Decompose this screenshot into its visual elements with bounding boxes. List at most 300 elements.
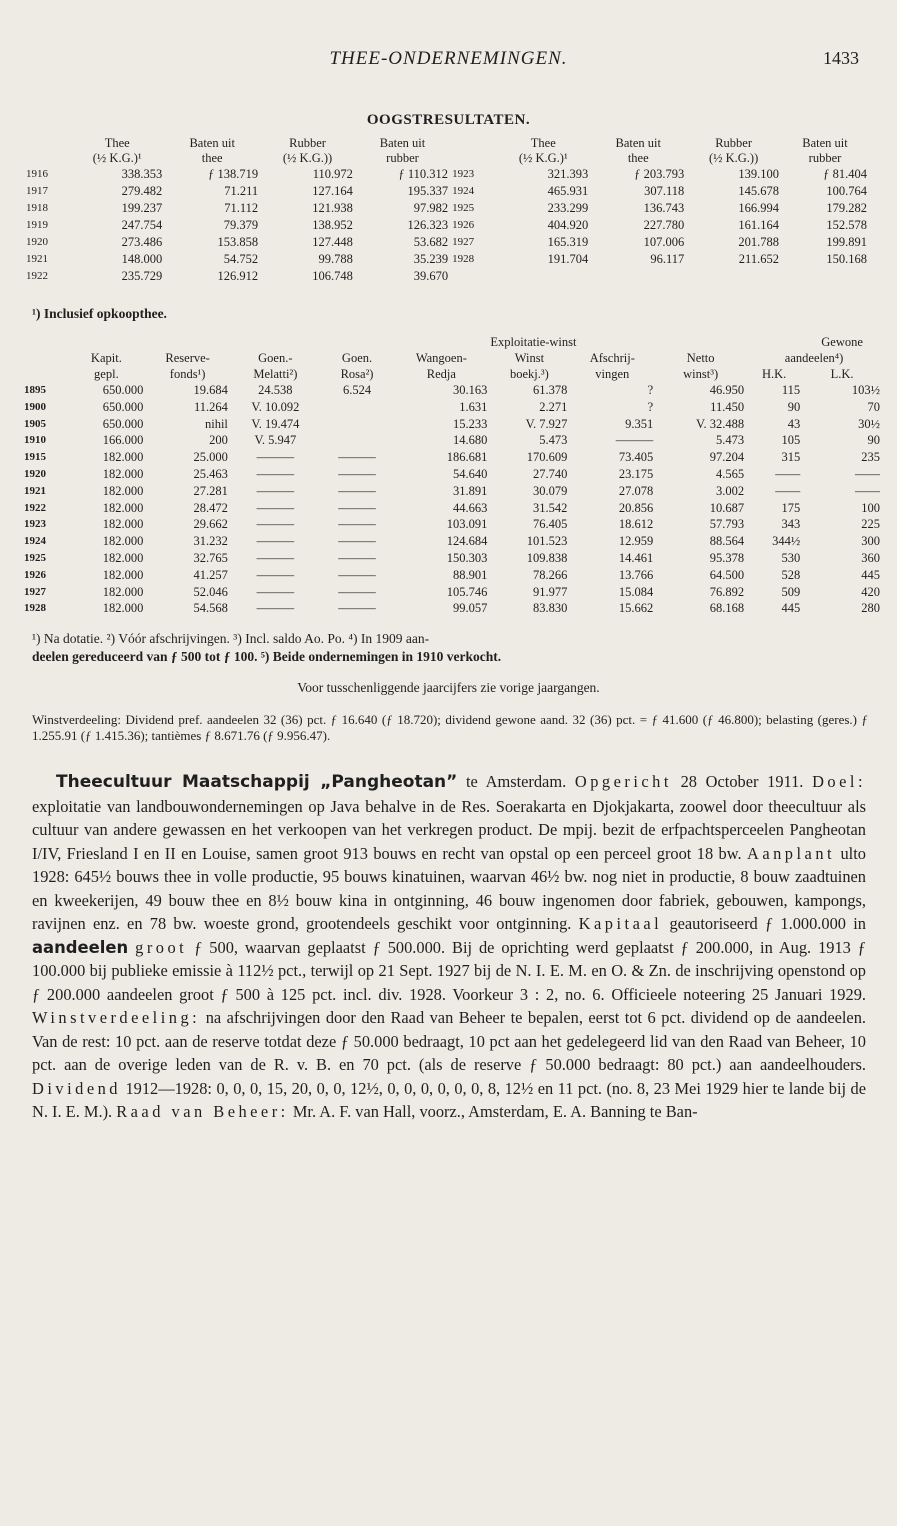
exploitation-cell: 105.746: [446, 584, 488, 599]
harvest-cell: 97.982: [413, 201, 449, 215]
exploitation-header-cell: Kapit.: [90, 351, 122, 365]
exploitation-cell: 1895: [24, 384, 46, 396]
harvest-cell: 1926: [452, 219, 475, 231]
exploitation-cell: 200: [209, 433, 228, 448]
exploitation-cell: 23.175: [618, 466, 654, 481]
exploitation-cell: ———: [256, 517, 295, 532]
exploitation-cell: ———: [256, 584, 295, 599]
harvest-cell: 338.353: [121, 167, 163, 181]
table-row: [22, 516, 882, 533]
exploitation-cell: 61.378: [533, 383, 568, 397]
exploitation-header-cell: boekj.³): [510, 367, 549, 381]
exploitation-cell: ———: [338, 466, 376, 481]
table-row: [24, 183, 869, 200]
harvest-cell: 307.118: [644, 184, 685, 198]
table-row: [22, 533, 882, 550]
harvest-header-cell: (½ K.G.)¹: [518, 151, 568, 165]
exploitation-cell: 10.687: [709, 500, 745, 515]
harvest-header-cell: (½ K.G.)¹: [92, 151, 142, 165]
dividend-label: Dividend: [32, 1078, 122, 1098]
harvest-cell: 127.164: [312, 184, 353, 198]
exploitation-cell: [321, 399, 393, 416]
exploitation-cell: 1905: [24, 417, 46, 430]
harvest-cell: 107.006: [643, 235, 685, 249]
gewone-label: Gewone: [821, 335, 863, 349]
harvest-cell: 150.168: [826, 252, 867, 266]
harvest-cell: 465.931: [547, 184, 589, 198]
exploitation-cell: 27.740: [533, 466, 568, 481]
harvest-cell: 1927: [452, 236, 475, 248]
exploitation-cell: 12.959: [618, 534, 654, 549]
exploitation-cell: 1910: [24, 434, 46, 447]
exploitation-cell: 1927: [24, 585, 46, 598]
exploitation-header-cell: Winst: [514, 351, 545, 365]
winstverdeeling-label: Winstverdeeling:: [32, 1008, 201, 1027]
kapitaal-label: Kapitaal: [578, 914, 663, 933]
exploitation-cell: 18.612: [618, 517, 654, 532]
exploitation-cell: 70: [867, 399, 880, 414]
exploitation-cell: 27.281: [193, 483, 228, 498]
table-row: [24, 251, 869, 268]
exploitation-cell: 68.168: [709, 601, 745, 616]
exploitation-cell: 1925: [24, 551, 46, 564]
exploitation-cell: 445: [781, 601, 801, 616]
exploitation-cell: 54.568: [193, 601, 228, 616]
exploitation-cell: ?: [647, 383, 654, 397]
exploitation-group-header: [22, 334, 882, 350]
harvest-cell: 179.282: [826, 201, 867, 215]
exploitation-cell: 175: [781, 500, 801, 515]
exploitation-cell: 1924: [24, 535, 46, 548]
harvest-cell: [590, 268, 686, 285]
exploitation-cell: 150.303: [446, 550, 488, 565]
exploitation-cell: ———: [338, 450, 376, 465]
exploitation-cell: 101.523: [526, 534, 568, 549]
exploitation-cell: 11.264: [193, 399, 228, 414]
exploitation-cell: 30½: [858, 416, 880, 431]
exploitation-cell: nihil: [204, 416, 228, 431]
exploitation-cell: 650.000: [102, 383, 144, 397]
harvest-cell: 71.211: [224, 184, 259, 198]
exploitation-cell: 41.257: [193, 567, 228, 582]
table-row: [22, 550, 882, 567]
table-row: [24, 166, 869, 183]
exploitation-cell: 43: [787, 416, 801, 431]
exploitation-cell: 46.950: [709, 383, 745, 397]
exploitation-cell: V. 10.092: [251, 399, 300, 414]
exploitation-cell: 2.271: [539, 399, 568, 414]
exploitation-cell: [321, 432, 393, 449]
harvest-cell: 195.337: [407, 184, 449, 198]
exploitation-cell: 19.684: [193, 383, 228, 397]
harvest-cell: 227.780: [643, 218, 685, 232]
exploitation-cell: 28.472: [193, 500, 228, 515]
exploitation-cell: 11.450: [710, 399, 745, 414]
exploitation-cell: 166.000: [102, 433, 144, 448]
exploitation-cell: ———: [338, 601, 376, 616]
exploitation-cell: 95.378: [709, 550, 745, 565]
exploitation-cell: 182.000: [102, 450, 144, 465]
harvest-header-row: [24, 151, 869, 166]
exploitation-cell: 182.000: [102, 550, 144, 565]
exploitation-cell: 5.473: [715, 433, 745, 448]
table-row: [22, 466, 882, 483]
exploitation-header-cell: Reserve-: [165, 351, 210, 365]
exploitation-cell: 30.079: [533, 483, 568, 498]
exploitation-cell: 1921: [24, 484, 46, 497]
harvest-cell: 199.237: [121, 201, 163, 215]
exploitation-cell: 1920: [24, 467, 46, 480]
harvest-header-cell: Baten uit: [379, 136, 426, 150]
harvest-header-cell: (½ K.G.)): [282, 151, 333, 165]
harvest-cell: 126.912: [217, 269, 259, 283]
doel-label: Doel:: [812, 772, 866, 791]
exploitation-cell: 105: [781, 433, 801, 448]
harvest-cell: 1925: [452, 202, 475, 214]
exploitation-header-cell: Goen.: [341, 351, 373, 365]
harvest-cell: 211.652: [738, 252, 779, 266]
harvest-cell: 235.729: [121, 269, 163, 283]
exploitation-cell: 124.684: [446, 534, 488, 549]
exploitation-cell: 182.000: [102, 466, 144, 481]
harvest-cell: 79.379: [223, 218, 259, 232]
exploitation-cell: 20.856: [618, 500, 654, 515]
harvest-cell: 1928: [452, 253, 475, 265]
exploitation-cell: 15.662: [618, 601, 654, 616]
exploitation-cell: ——: [855, 466, 880, 481]
harvest-cell: 191.704: [547, 252, 589, 266]
harvest-cell: 106.748: [312, 269, 353, 283]
harvest-cell: 166.994: [738, 201, 779, 215]
exploitation-cell: 31.542: [533, 500, 568, 515]
exploitation-cell: ?: [647, 399, 654, 414]
exploitation-cell: 29.662: [193, 517, 228, 532]
exploitation-cell: 14.461: [618, 550, 654, 565]
harvest-cell: 153.858: [217, 235, 259, 249]
exploitation-cell: [321, 416, 393, 433]
exploitation-cell: 15.233: [453, 416, 488, 431]
exploitation-header-cell: gepl.: [94, 367, 119, 381]
exploitation-cell: 182.000: [102, 483, 144, 498]
exploitation-cell: 6.524: [342, 383, 372, 397]
harvest-header-cell: rubber: [808, 151, 842, 165]
exploitation-cell: 25.463: [193, 466, 228, 481]
table-row: [22, 600, 882, 617]
exploitation-cell: 88.564: [709, 534, 745, 549]
exploitation-cell: ———: [256, 567, 295, 582]
harvest-cell: 136.743: [643, 201, 685, 215]
table-row: [24, 217, 869, 234]
exploitation-cell: 1900: [24, 400, 46, 413]
exploitation-notes: [32, 630, 868, 666]
table-row: [24, 268, 869, 285]
exploitation-cell: 182.000: [102, 567, 144, 582]
exploitation-cell: 91.977: [533, 584, 568, 599]
harvest-cell: 126.323: [407, 218, 449, 232]
harvest-title: OOGSTRESULTATEN.: [366, 112, 531, 128]
exploitation-header-cell: Redja: [426, 367, 456, 381]
exploitation-cell: ———: [256, 601, 295, 616]
exploitation-cell: 15.084: [618, 584, 654, 599]
harvest-cell: 54.752: [223, 252, 259, 266]
exploitation-cell: ———: [338, 500, 376, 515]
exploitation-cell: 73.405: [618, 450, 654, 465]
exploitation-cell: 44.663: [453, 500, 488, 515]
exploitation-cell: 182.000: [102, 517, 144, 532]
exploitation-header-cell: winst³): [683, 367, 719, 381]
harvest-cell: 127.448: [312, 235, 353, 249]
exploitation-cell: ———: [338, 584, 376, 599]
harvest-header-cell: Rubber: [715, 136, 752, 150]
harvest-cell: [450, 268, 496, 285]
harvest-cell: 99.788: [318, 252, 353, 266]
exploitation-cell: 1923: [24, 518, 46, 531]
exploitation-header-cell: Melatti²): [253, 367, 298, 381]
table-row: [22, 500, 882, 517]
harvest-header-cell: Thee: [104, 136, 130, 150]
notes-line-1: ¹) Na dotatie. ²) Vóór afschrijvingen. ³) Incl. saldo Ao. Po. ⁴) In 1909 aan-: [32, 631, 430, 646]
exploitation-header-cell: L.K.: [830, 367, 854, 381]
harvest-cell: 152.578: [826, 218, 867, 232]
harvest-cell: 96.117: [650, 252, 685, 266]
exploitation-header-cell: aandeelen⁴): [784, 351, 844, 365]
exploitation-cell: 343: [781, 517, 801, 532]
exploitation-cell: 30.163: [453, 383, 488, 397]
exploitation-cell: 182.000: [102, 500, 144, 515]
exploitation-cell: 97.204: [709, 450, 745, 465]
table-row: [22, 584, 882, 601]
exploitation-cell: 1.631: [459, 399, 488, 414]
exploitation-header-cell: Wangoen-: [415, 351, 467, 365]
opgericht-label: Opgericht: [574, 772, 672, 791]
harvest-header-cell: rubber: [386, 151, 419, 165]
exploitation-cell: 115: [781, 383, 801, 397]
harvest-cell: 100.764: [826, 184, 867, 198]
exploitation-cell: 528: [781, 567, 801, 582]
harvest-cell: 1921: [26, 253, 48, 265]
notes-line-3: Voor tusschenliggende jaarcijfers zie vorige jaargangen.: [297, 680, 600, 695]
exploitation-cell: 90: [787, 399, 801, 414]
table-row: [22, 416, 882, 433]
exploitation-cell: 83.830: [533, 601, 568, 616]
exploitation-cell: 88.901: [453, 567, 488, 582]
harvest-header-cell: Thee: [530, 136, 556, 150]
exploitation-cell: ———: [338, 567, 376, 582]
aanplant-label: Aanplant: [747, 843, 836, 863]
article-body: [32, 770, 866, 1124]
table-row: [22, 449, 882, 466]
exploitation-cell: 103.091: [446, 517, 488, 532]
exploitation-cell: 225: [861, 517, 880, 532]
harvest-header-row: [24, 136, 869, 151]
harvest-cell: ƒ 110.312: [398, 167, 449, 181]
table-row: [22, 382, 882, 399]
harvest-cell: 279.482: [121, 184, 163, 198]
table-row: [22, 432, 882, 449]
exploitation-cell: ——: [775, 483, 801, 498]
harvest-header-cell: Baten uit: [615, 136, 661, 150]
harvest-cell: [781, 268, 869, 285]
exploitation-cell: 76.892: [709, 584, 745, 599]
exploitation-header-row-2: [22, 366, 882, 382]
exploitation-cell: 4.565: [715, 466, 745, 481]
harvest-header-cell: (½ K.G.)): [708, 151, 759, 165]
exploitation-cell: 530: [781, 550, 801, 565]
harvest-header-cell: Rubber: [289, 136, 326, 150]
harvest-cell: 53.682: [413, 235, 449, 249]
harvest-cell: 1922: [26, 270, 48, 282]
harvest-header-cell: Baten uit: [189, 136, 235, 150]
exploitation-header-cell: Afschrij-: [589, 351, 635, 365]
exploitation-cell: 54.640: [453, 466, 488, 481]
exploitation-cell: 1926: [24, 568, 46, 581]
exploitation-cell: ———: [256, 466, 295, 481]
exploitation-cell: 420: [861, 584, 880, 599]
table-row: [24, 200, 869, 217]
exploitation-cell: 24.538: [258, 383, 293, 397]
exploitation-table: [22, 334, 882, 617]
exploitation-cell: 32.765: [193, 550, 228, 565]
harvest-cell: 39.670: [413, 269, 449, 283]
harvest-cell: 71.112: [224, 201, 259, 215]
exploitation-cell: 52.046: [193, 584, 228, 599]
harvest-cell: 201.788: [738, 235, 779, 249]
exploitation-cell: 1922: [24, 501, 46, 514]
exploitation-cell: 31.232: [193, 534, 228, 549]
harvest-footnote: ¹) Inclusief opkoopthee.: [32, 306, 167, 321]
table-row: [22, 399, 882, 416]
harvest-cell: [686, 268, 781, 285]
harvest-cell: 1918: [26, 202, 48, 214]
exploitation-cell: 109.838: [526, 550, 568, 565]
exploitation-cell: 360: [861, 550, 880, 565]
harvest-cell: 161.164: [738, 218, 779, 232]
exploitation-cell: 103½: [851, 383, 880, 397]
exploitation-cell: V. 32.488: [696, 416, 745, 431]
exploitation-cell: 509: [781, 584, 801, 599]
exploitation-cell: 9.351: [625, 416, 654, 431]
exploitation-cell: V. 5.947: [254, 433, 297, 448]
harvest-cell: 404.920: [547, 218, 589, 232]
exploitation-cell: ———: [256, 483, 295, 498]
harvest-cell: 138.952: [312, 218, 353, 232]
exploitation-cell: 76.405: [533, 517, 568, 532]
harvest-cell: 145.678: [738, 184, 779, 198]
article-paragraph: Theecultuur Maatschappij „Pangheotan” te Amsterdam. Opgericht 28 October 1911. Doel: exploitatie van landbouwondernemingen op Java behalve in de Res. Soerakarta en Djokjakarta, zoowel door theecultuur als cultuur van andere gewassen en het verkoopen van het verkregen product. De mpij. bezit de erfpachtsperceelen Pangheotan I/IV, Friesland I en II en Louise, samen groot 913 bouws en recht van opstal op een perceel groot 18 bw. Aanplant ulto 1928: 645½ bouws thee in volle productie, 95 bouws kinatuinen, waarvan 46½ bw. nog niet in productie, 8 bouw zaadtuinen en kweekerijen, 49 bouw thee en 8½ bouw kina in ontginning, 46 bouw ingenomen door fabriek, gebouwen, kampongs, ravijnen enz. en 78 bw. woeste grond, grootendeels geschikt voor ontginning. Kapitaal geautoriseerd ƒ 1.000.000 in aandeelen groot ƒ 500, waarvan geplaatst ƒ 500.000. Bij de oprichting werd geplaatst ƒ 200.000, in Aug. 1913 ƒ 100.000 bij publieke emissie à 112½ pct., terwijl op 21 Sept. 1927 bij de N. I. E. M. en O. & Zn. de inschrijving openstond op ƒ 200.000 aandeelen groot ƒ 500 à 125 pct. incl. div. 1928. Voorkeur 3 : 2, no. 6. Officieele noteering 25 Januari 1929. Winstverdeeling: na afschrijvingen door den Raad van Beheer te bepalen, eerst tot 6 pct. dividend op de aandeelen. Van de rest: 10 pct. aan de reserve totdat deze ƒ 50.000 bedraagt, 10 pct aan het gedelegeerd lid van den Raad van Beheer, 10 pct. aan de overige leden van de R. v. B. en 70 pct. (als de reserve ƒ 50.000 bedraagt: 80 pct.) aan aandeelhouders. Dividend 1912—1928: 0, 0, 0, 15, 20, 0, 0, 12½, 0, 0, 0, 0, 0, 0, 8, 12½ en 11 pct. (no. 8, 23 Mei 1929 hier te lande bij de N. I. E. M.). Raad van Beheer: Mr. A. F. van Hall, voorz., Amsterdam, E. A. Banning te Ban-: [32, 772, 866, 1121]
exploitation-cell: ———: [256, 534, 295, 549]
harvest-cell: 199.891: [826, 235, 867, 249]
harvest-cell: 247.754: [121, 218, 163, 232]
exploitation-cell: 280: [861, 601, 880, 616]
harvest-cell: 121.938: [312, 201, 353, 215]
harvest-cell: 1923: [452, 168, 475, 180]
table-row: [22, 483, 882, 500]
exploitation-cell: 25.000: [193, 450, 228, 465]
harvest-cell: 165.319: [547, 235, 589, 249]
exploitation-cell: V. 19.474: [251, 416, 300, 431]
exploitation-cell: 182.000: [102, 601, 144, 616]
exploitation-cell: 650.000: [102, 416, 144, 431]
exploitation-header-cell: H.K.: [761, 367, 787, 381]
exploitation-cell: 27.078: [618, 483, 654, 498]
exploitation-cell: 182.000: [102, 534, 144, 549]
exploitation-cell: 445: [861, 567, 880, 582]
exploitation-header-cell: Netto: [686, 351, 715, 365]
notes-line-2: deelen gereduceerd van ƒ 500 tot ƒ 100. ⁵) Beide ondernemingen in 1910 verkocht.: [32, 649, 502, 664]
harvest-cell: ƒ 138.719: [208, 167, 259, 181]
harvest-table: [24, 136, 869, 285]
harvest-cell: 139.100: [738, 167, 779, 181]
exploitation-cell: 1928: [24, 602, 46, 615]
harvest-header-cell: Baten uit: [802, 136, 848, 150]
exploitation-cell: 650.000: [102, 399, 144, 414]
harvest-cell: 273.486: [121, 235, 163, 249]
running-title: THEE-ONDERNEMINGEN.: [329, 48, 568, 69]
exploitation-header-cell: fonds¹): [169, 367, 206, 381]
harvest-cell: 35.239: [413, 252, 449, 266]
exploitation-cell: 170.609: [526, 450, 568, 465]
exploitation-cell: 90: [867, 433, 880, 448]
exploitation-cell: 100: [861, 500, 880, 515]
exploitation-cell: 344½: [772, 534, 801, 549]
page-number: 1433: [823, 48, 859, 68]
harvest-cell: 1919: [26, 219, 48, 231]
harvest-cell: ƒ 81.404: [823, 167, 867, 181]
exploitation-cell: ———: [615, 433, 654, 448]
exploitation-cell: 3.002: [715, 483, 745, 498]
harvest-cell: 1924: [452, 185, 475, 197]
exploitation-cell: 64.500: [709, 567, 745, 582]
exploitation-header-row-1: [22, 350, 882, 366]
exploitation-cell: V. 7.927: [525, 416, 568, 431]
page-header: [0, 48, 897, 78]
raad-label: Raad van Beheer:: [116, 1102, 289, 1121]
exploitation-cell: 14.680: [453, 433, 488, 448]
exploitation-cell: ———: [338, 550, 376, 565]
exploitation-cell: 186.681: [446, 450, 488, 465]
harvest-cell: 148.000: [121, 252, 163, 266]
exploitation-cell: ——: [855, 483, 880, 498]
harvest-header-cell: thee: [201, 151, 223, 165]
harvest-cell: 1917: [26, 185, 48, 197]
harvest-cell: 110.972: [312, 167, 353, 181]
exploitation-cell: 13.766: [618, 567, 654, 582]
winstverdeeling-summary: Winstverdeeling: Dividend pref. aandeelen 32 (36) pct. ƒ 16.640 (ƒ 18.720); dividend gewone aand. 32 (36) pct. = ƒ 41.600 (ƒ 46.800); belasting (geres.) ƒ 1.255.91 (ƒ 1.415.36); tantièmes ƒ 8.671.76 (ƒ 9.956.47).: [32, 712, 868, 743]
exploitation-cell: ———: [256, 500, 295, 515]
exploitation-cell: 1915: [24, 451, 46, 464]
exploitation-cell: 315: [781, 450, 801, 465]
exploitation-cell: ——: [775, 466, 801, 481]
exploitation-cell: 99.057: [453, 601, 488, 616]
exploitation-header-cell: Goen.-: [258, 351, 293, 365]
exploitation-cell: ———: [338, 517, 376, 532]
exploitation-header-cell: vingen: [595, 367, 630, 381]
aandeelen-word: aandeelen: [32, 937, 129, 957]
table-row: [24, 234, 869, 251]
table-row: [22, 567, 882, 584]
exploitation-cell: 182.000: [102, 584, 144, 599]
exploitation-cell: ———: [338, 483, 376, 498]
harvest-cell: 1916: [26, 168, 48, 180]
company-name: Theecultuur Maatschappij „Pangheotan”: [56, 772, 458, 792]
exploitation-cell: ———: [256, 450, 295, 465]
exploitation-cell: 300: [861, 534, 880, 549]
harvest-cell: 233.299: [547, 201, 589, 215]
harvest-cell: 321.393: [547, 167, 589, 181]
groot-label: groot: [135, 937, 188, 957]
harvest-cell: [496, 268, 590, 285]
exploitation-cell: ———: [256, 550, 295, 565]
